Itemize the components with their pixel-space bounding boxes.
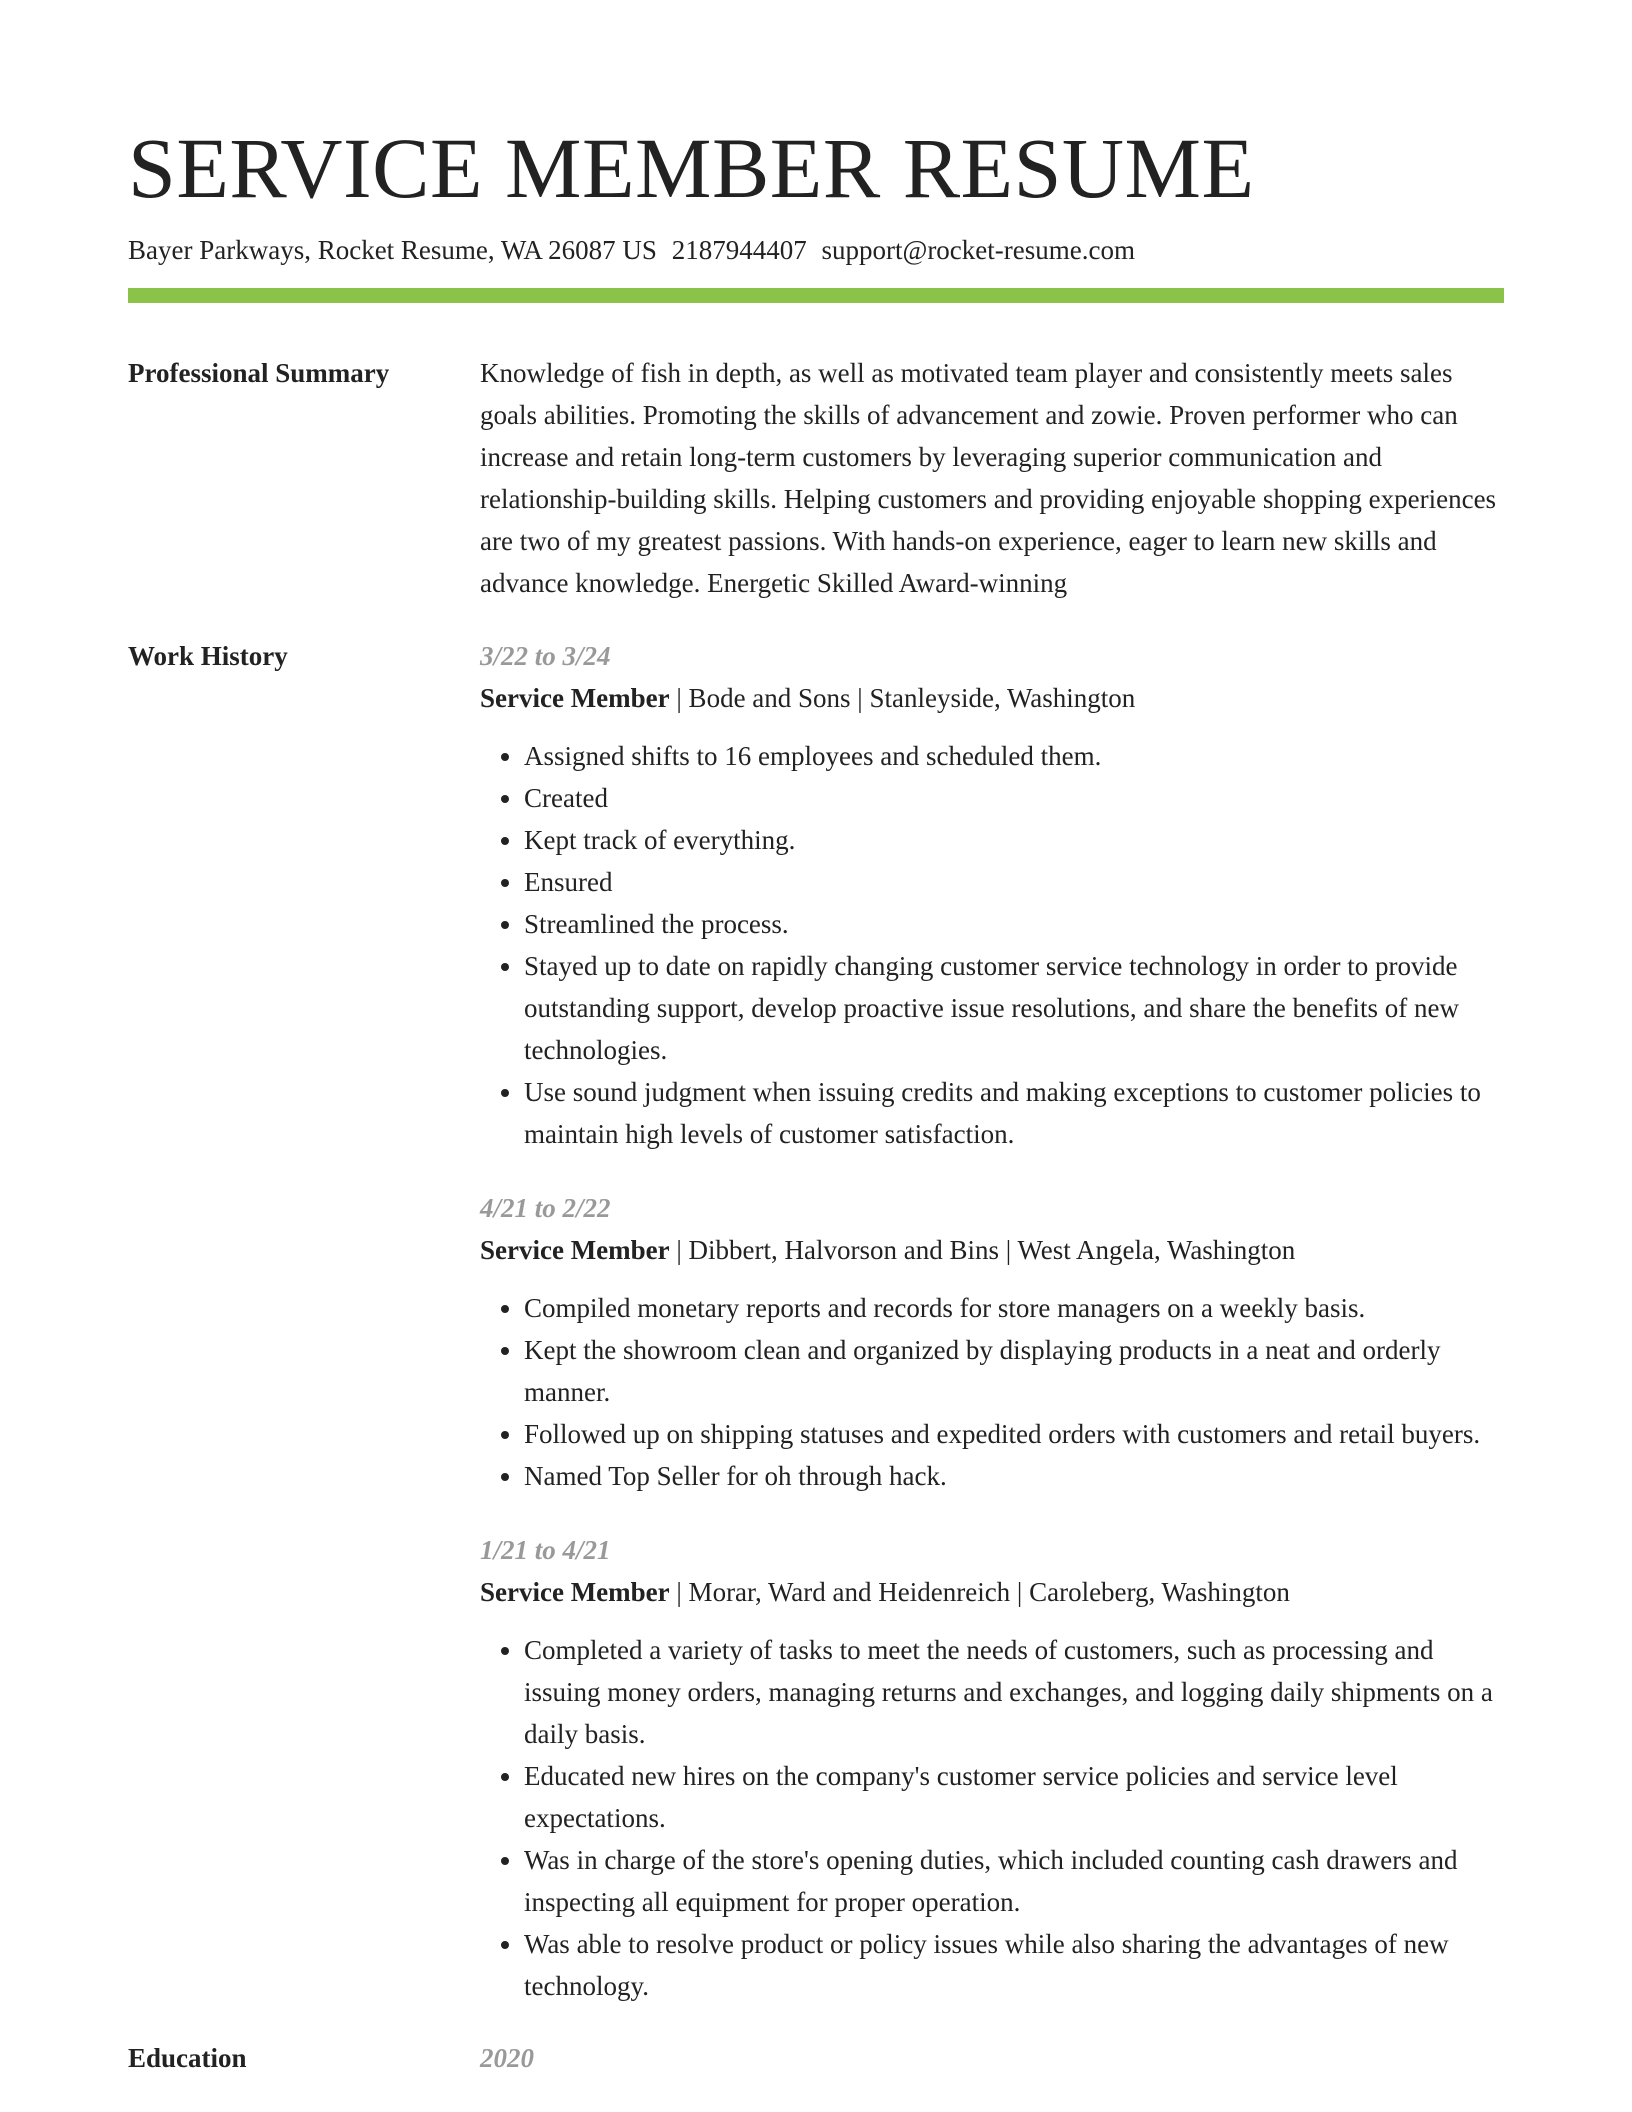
resume-name: SERVICE MEMBER RESUME <box>128 120 1255 216</box>
job-bullet: • Completed a variety of tasks to meet the needs of customers, such as processing and issuing money orders, managing returns and exchanges, and logging daily shipments on a daily basis. <box>524 1629 1504 1755</box>
resume-page <box>128 0 1504 2079</box>
contact-line <box>128 232 1504 268</box>
education-dates: 2020 <box>480 2043 534 2073</box>
job-title: Service Member <box>480 1235 670 1265</box>
job-role-line <box>480 677 1504 719</box>
job-bullet: • Streamlined the process. <box>524 903 1504 945</box>
job-bullet: • Ensured <box>524 861 1504 903</box>
job-bullet: • Created <box>524 777 1504 819</box>
education-section <box>128 2037 1504 2079</box>
header-divider <box>128 288 1504 303</box>
job-bullet: • Named Top Seller for oh through hack. <box>524 1455 1504 1497</box>
job-details: | Dibbert, Halvorson and Bins | West Angela, Washington <box>676 1235 1296 1265</box>
job-bullet: • Followed up on shipping statuses and expedited orders with customers and retail buyers. <box>524 1413 1504 1455</box>
education-list <box>480 2037 1504 2079</box>
contact-address: Bayer Parkways, Rocket Resume, WA 26087 US <box>128 235 657 265</box>
job-dates: 1/21 to 4/21 <box>480 1535 611 1565</box>
job-entry <box>480 1529 1504 2007</box>
job-bullet-list <box>480 1629 1504 2007</box>
job-entry <box>480 635 1504 1155</box>
job-entry <box>480 1187 1504 1497</box>
contact-phone: 2187944407 <box>671 235 807 265</box>
summary-text: Knowledge of fish in depth, as well as motivated team player and consistently meets sales goals abilities. Promoting the skills of advancement and zowie. Proven performer who can increase and retain long-term customers by leveraging superior communication and relationship-building skills. Helping customers and providing enjoyable shopping experiences are two of my greatest passions. With hands-on experience, eager to learn new skills and advance knowledge. Energetic Skilled Award-winning <box>480 358 1497 598</box>
job-role-line <box>480 1229 1504 1271</box>
education-heading: Education <box>128 2043 247 2073</box>
job-bullet: • Kept the showroom clean and organized by displaying products in a neat and orderly manner. <box>524 1329 1504 1413</box>
job-bullet: • Use sound judgment when issuing credits and making exceptions to customer policies to maintain high levels of customer satisfaction. <box>524 1071 1504 1155</box>
job-role-line <box>480 1571 1504 1613</box>
job-bullet-list <box>480 1287 1504 1497</box>
work-history-heading: Work History <box>128 641 288 671</box>
job-details: | Bode and Sons | Stanleyside, Washington <box>676 683 1136 713</box>
job-bullet: • Compiled monetary reports and records for store managers on a weekly basis. <box>524 1287 1504 1329</box>
job-bullet: • Stayed up to date on rapidly changing customer service technology in order to provide outstanding support, develop proactive issue resolutions, and share the benefits of new technologies. <box>524 945 1504 1071</box>
summary-heading: Professional Summary <box>128 358 390 388</box>
job-title: Service Member <box>480 1577 670 1607</box>
summary-section <box>128 352 1504 604</box>
contact-email: support@rocket-resume.com <box>821 235 1135 265</box>
work-history-section <box>128 635 1504 2007</box>
work-history-list <box>480 635 1504 2007</box>
job-bullet: • Assigned shifts to 16 employees and scheduled them. <box>524 735 1504 777</box>
job-bullet-list <box>480 735 1504 1155</box>
job-bullet: • Was able to resolve product or policy issues while also sharing the advantages of new technology. <box>524 1923 1504 2007</box>
job-bullet: • Educated new hires on the company's customer service policies and service level expectations. <box>524 1755 1504 1839</box>
job-details: | Morar, Ward and Heidenreich | Caroleberg, Washington <box>676 1577 1290 1607</box>
job-dates: 4/21 to 2/22 <box>480 1193 611 1223</box>
job-bullet: • Kept track of everything. <box>524 819 1504 861</box>
job-dates: 3/22 to 3/24 <box>480 641 611 671</box>
job-bullet: • Was in charge of the store's opening duties, which included counting cash drawers and inspecting all equipment for proper operation. <box>524 1839 1504 1923</box>
job-title: Service Member <box>480 683 670 713</box>
